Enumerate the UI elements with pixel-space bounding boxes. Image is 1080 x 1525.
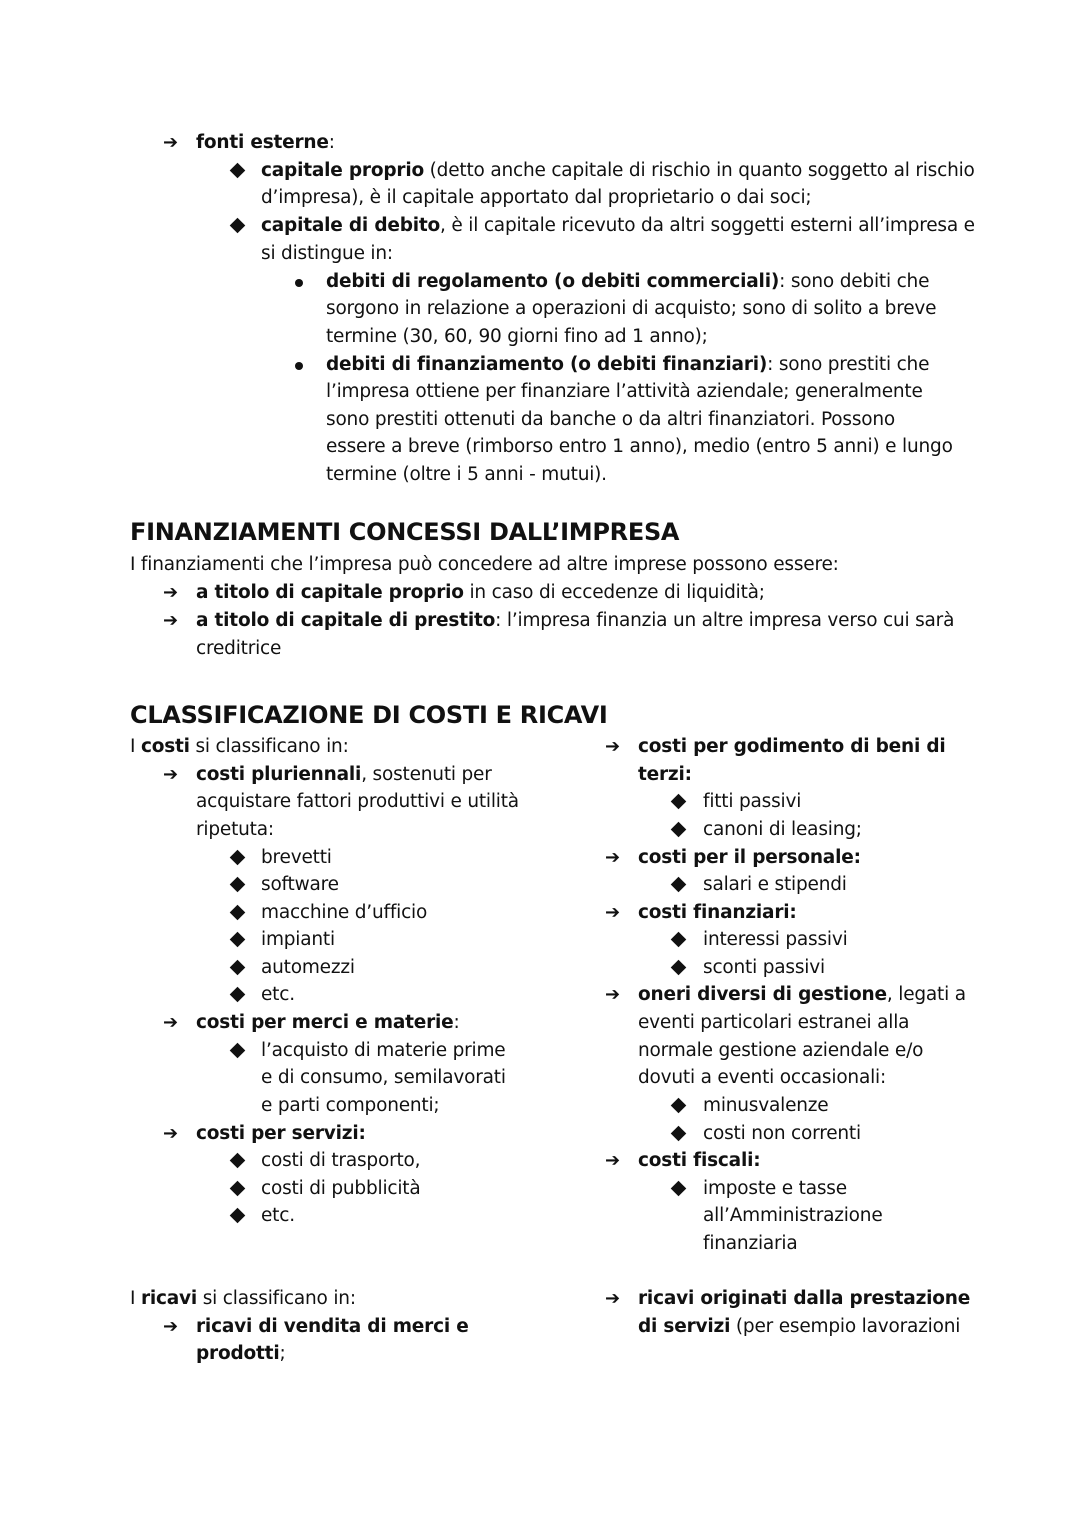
arrow-bullet-icon: ➔ bbox=[163, 582, 179, 603]
diamond-bullet-icon bbox=[230, 1181, 246, 1197]
diamond-bullet-icon bbox=[230, 905, 246, 921]
diamond-bullet-icon bbox=[671, 1181, 687, 1197]
debiti-finanziamento-line3: sono prestiti ottenuti da banche o da altri finanziatori. Possono bbox=[326, 409, 896, 430]
arrow-bullet-icon: ➔ bbox=[605, 736, 621, 757]
arrow-bullet-icon: ➔ bbox=[605, 847, 621, 868]
diamond-bullet-icon bbox=[230, 850, 246, 866]
fiscali-item-line2: all’Amministrazione bbox=[703, 1205, 883, 1226]
costi-merci-item bbox=[196, 1009, 460, 1037]
capitale-debito-line2: si distingue in: bbox=[261, 243, 393, 264]
debiti-finanziamento-text: : sono prestiti che bbox=[767, 354, 930, 375]
colon-text: : bbox=[328, 132, 335, 153]
list-item: brevetti bbox=[261, 847, 332, 868]
capitale-debito-label: capitale di debito bbox=[261, 215, 441, 236]
dot-bullet-icon bbox=[295, 279, 303, 287]
debiti-finanziamento-line4: essere a breve (rimborso entro 1 anno), medio (entro 5 anni) e lungo bbox=[326, 436, 953, 457]
list-item: etc. bbox=[261, 984, 295, 1005]
list-item: costi di pubblicità bbox=[261, 1178, 421, 1199]
capitale-proprio-line2: d’impresa), è il capitale apportato dal proprietario o dai soci; bbox=[261, 187, 812, 208]
oneri-label: oneri diversi di gestione bbox=[638, 984, 887, 1005]
titolo-capitale-prestito-line1 bbox=[196, 607, 954, 635]
list-item: etc. bbox=[261, 1205, 295, 1226]
costi-servizi-label: costi per servizi: bbox=[196, 1123, 366, 1144]
ricavi-servizi-line1: ricavi originati dalla prestazione bbox=[638, 1288, 971, 1309]
fiscali-item-line1: imposte e tasse bbox=[703, 1178, 847, 1199]
diamond-bullet-icon bbox=[230, 1208, 246, 1224]
capitale-proprio-text: (detto anche capitale di rischio in quanto soggetto al rischio bbox=[423, 160, 975, 181]
titolo-capitale-proprio-label: a titolo di capitale proprio bbox=[196, 582, 464, 603]
list-item: fitti passivi bbox=[703, 791, 802, 812]
costi-personale-label: costi per il personale: bbox=[638, 847, 861, 868]
diamond-bullet-icon bbox=[230, 163, 246, 179]
list-item: macchine d’ufficio bbox=[261, 902, 428, 923]
costi-godimento-label-line1: costi per godimento di beni di bbox=[638, 736, 946, 757]
list-item: salari e stipendi bbox=[703, 874, 847, 895]
oneri-line4: dovuti a eventi occasionali: bbox=[638, 1067, 887, 1088]
costi-pluriennali-line1 bbox=[196, 761, 492, 789]
diamond-bullet-icon bbox=[230, 877, 246, 893]
semicolon-text: ; bbox=[279, 1343, 286, 1364]
arrow-bullet-icon: ➔ bbox=[163, 1012, 179, 1033]
ricavi-intro-text: si classificano in: bbox=[197, 1288, 356, 1309]
finanziamenti-intro: I finanziamenti che l’impresa può concedere ad altre imprese possono essere: bbox=[130, 554, 839, 575]
list-item: canoni di leasing; bbox=[703, 819, 862, 840]
merci-item-line2: e di consumo, semilavorati bbox=[261, 1067, 506, 1088]
list-item: costi di trasporto, bbox=[261, 1150, 421, 1171]
oneri-line2: eventi particolari estranei alla bbox=[638, 1012, 910, 1033]
costi-finanziari-label: costi finanziari: bbox=[638, 902, 797, 923]
oneri-text: , legati a bbox=[886, 984, 966, 1005]
debiti-finanziamento-line2: l’impresa ottiene per finanziare l’attività aziendale; generalmente bbox=[326, 381, 923, 402]
dot-bullet-icon bbox=[295, 362, 303, 370]
costi-pluriennali-line2: acquistare fattori produttivi e utilità bbox=[196, 791, 519, 812]
list-item: interessi passivi bbox=[703, 929, 848, 950]
ricavi-servizi-text: (per esempio lavorazioni bbox=[730, 1316, 961, 1337]
diamond-bullet-icon bbox=[230, 218, 246, 234]
diamond-bullet-icon bbox=[671, 1126, 687, 1142]
diamond-bullet-icon bbox=[671, 794, 687, 810]
costi-godimento-label-line2: terzi: bbox=[638, 764, 692, 785]
ricavi-servizi-label: di servizi bbox=[638, 1316, 731, 1337]
list-item: costi non correnti bbox=[703, 1123, 861, 1144]
fonti-esterne-item bbox=[196, 129, 335, 157]
list-item: software bbox=[261, 874, 339, 895]
ricavi-intro-label: ricavi bbox=[140, 1288, 198, 1309]
arrow-bullet-icon: ➔ bbox=[163, 764, 179, 785]
arrow-bullet-icon: ➔ bbox=[605, 984, 621, 1005]
costi-intro bbox=[130, 733, 349, 761]
arrow-bullet-icon: ➔ bbox=[605, 1288, 621, 1309]
colon-text: : bbox=[453, 1012, 460, 1033]
list-item: automezzi bbox=[261, 957, 355, 978]
diamond-bullet-icon bbox=[230, 987, 246, 1003]
debiti-regolamento-label: debiti di regolamento (o debiti commerciali) bbox=[326, 271, 780, 292]
diamond-bullet-icon bbox=[230, 1043, 246, 1059]
debiti-regolamento-line3: termine (30, 60, 90 giorni fino ad 1 anno); bbox=[326, 326, 708, 347]
list-item: sconti passivi bbox=[703, 957, 825, 978]
ricavi-vendita-line2 bbox=[196, 1340, 286, 1368]
diamond-bullet-icon bbox=[230, 960, 246, 976]
costi-pluriennali-label: costi pluriennali bbox=[196, 764, 362, 785]
debiti-regolamento-line2: sorgono in relazione a operazioni di acquisto; sono di solito a breve bbox=[326, 298, 937, 319]
debiti-finanziamento-line5: termine (oltre i 5 anni - mutui). bbox=[326, 464, 607, 485]
diamond-bullet-icon bbox=[671, 877, 687, 893]
titolo-capitale-proprio-text: in caso di eccedenze di liquidità; bbox=[463, 582, 765, 603]
titolo-capitale-prestito-label: a titolo di capitale di prestito bbox=[196, 610, 496, 631]
oneri-line3: normale gestione aziendale e/o bbox=[638, 1040, 924, 1061]
debiti-regolamento-line1 bbox=[326, 268, 929, 296]
titolo-capitale-prestito-text: : l’impresa finanzia un altre impresa verso cui sarà bbox=[495, 610, 955, 631]
ricavi-intro bbox=[130, 1285, 356, 1313]
capitale-proprio-line1 bbox=[261, 157, 975, 185]
costi-merci-label: costi per merci e materie bbox=[196, 1012, 454, 1033]
diamond-bullet-icon bbox=[230, 932, 246, 948]
section-heading-classificazione: CLASSIFICAZIONE DI COSTI E RICAVI bbox=[130, 701, 608, 729]
arrow-bullet-icon: ➔ bbox=[163, 1123, 179, 1144]
costi-fiscali-label: costi fiscali: bbox=[638, 1150, 761, 1171]
diamond-bullet-icon bbox=[671, 822, 687, 838]
capitale-proprio-label: capitale proprio bbox=[261, 160, 424, 181]
diamond-bullet-icon bbox=[230, 1153, 246, 1169]
debiti-finanziamento-line1 bbox=[326, 351, 929, 379]
costi-intro-pre: I bbox=[130, 736, 141, 757]
list-item: minusvalenze bbox=[703, 1095, 829, 1116]
ricavi-vendita-label: prodotti bbox=[196, 1343, 280, 1364]
arrow-bullet-icon: ➔ bbox=[163, 132, 179, 153]
diamond-bullet-icon bbox=[671, 932, 687, 948]
list-item: impianti bbox=[261, 929, 335, 950]
arrow-bullet-icon: ➔ bbox=[163, 610, 179, 631]
arrow-bullet-icon: ➔ bbox=[163, 1316, 179, 1337]
capitale-debito-line1 bbox=[261, 212, 975, 240]
titolo-capitale-proprio-item bbox=[196, 579, 765, 607]
costi-pluriennali-text: , sostenuti per bbox=[361, 764, 492, 785]
costi-intro-label: costi bbox=[140, 736, 190, 757]
arrow-bullet-icon: ➔ bbox=[605, 902, 621, 923]
diamond-bullet-icon bbox=[671, 1098, 687, 1114]
fiscali-item-line3: finanziaria bbox=[703, 1233, 798, 1254]
debiti-regolamento-text: : sono debiti che bbox=[779, 271, 930, 292]
debiti-finanziamento-label: debiti di finanziamento (o debiti finanziari) bbox=[326, 354, 768, 375]
arrow-bullet-icon: ➔ bbox=[605, 1150, 621, 1171]
diamond-bullet-icon bbox=[671, 960, 687, 976]
ricavi-intro-pre: I bbox=[130, 1288, 141, 1309]
costi-intro-text: si classificano in: bbox=[189, 736, 349, 757]
capitale-debito-text: , è il capitale ricevuto da altri soggetti esterni all’impresa e bbox=[440, 215, 975, 236]
fonti-esterne-label: fonti esterne bbox=[196, 132, 329, 153]
merci-item-line1: l’acquisto di materie prime bbox=[261, 1040, 506, 1061]
section-heading-finanziamenti: FINANZIAMENTI CONCESSI DALL’IMPRESA bbox=[130, 518, 680, 546]
ricavi-vendita-line1: ricavi di vendita di merci e bbox=[196, 1316, 469, 1337]
oneri-line1 bbox=[638, 981, 966, 1009]
titolo-capitale-prestito-line2: creditrice bbox=[196, 638, 282, 659]
ricavi-servizi-line2 bbox=[638, 1313, 960, 1341]
costi-pluriennali-line3: ripetuta: bbox=[196, 819, 274, 840]
merci-item-line3: e parti componenti; bbox=[261, 1095, 440, 1116]
